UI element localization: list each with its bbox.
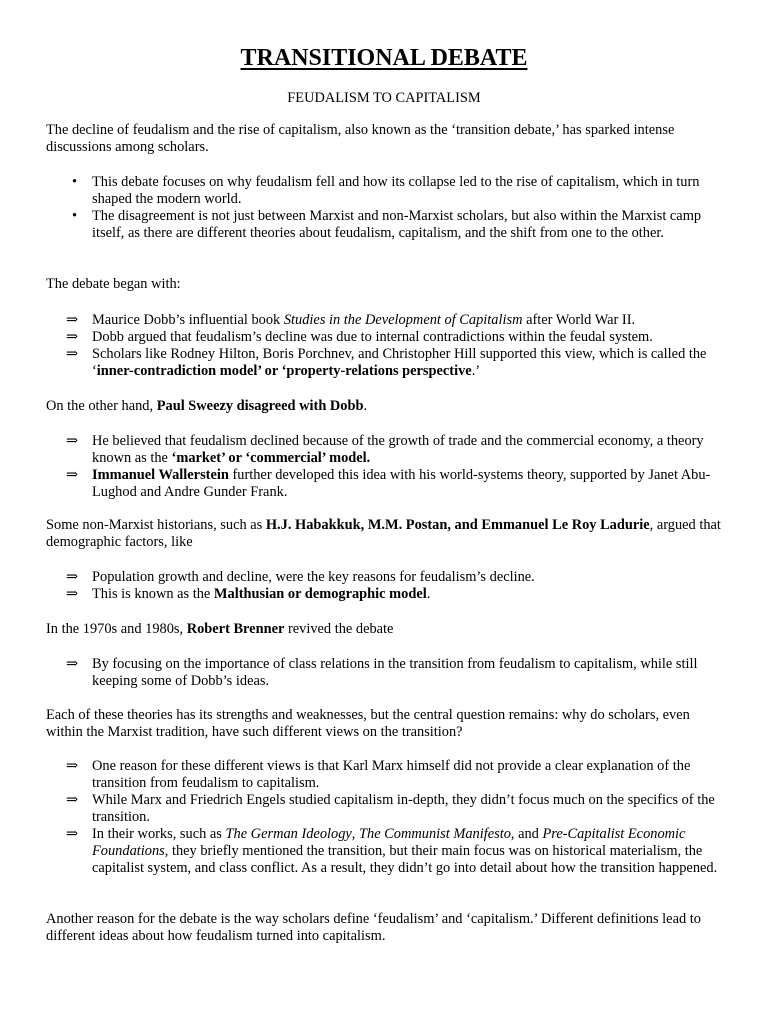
intro-paragraph: The decline of feudalism and the rise of capitalism, also known as the ‘transition debate,’ has sparked intense discussions among scholars. [46,122,675,155]
theories-paragraph: Each of these theories has its strengths and weaknesses, but the central question remains: why do scholars, even within the Marxist tradition, have such different views on the transition? [46,707,690,740]
closing-paragraph: Another reason for the debate is the way scholars define ‘feudalism’ and ‘capitalism.’ Different definitions lead to different ideas about how feudalism turned into capitalism. [46,911,701,944]
bullet-marker: • [72,208,78,224]
bullet-item [72,174,728,208]
demographic-paragraph: Some non-Marxist historians, such as H.J. Habakkuk, M.M. Postan, and Emmanuel Le Roy Ladurie, argued that demographic factors, like [46,517,721,550]
arrow-item: ⇒ In their works, such as The German Ideology, The Communist Manifesto, and Pre-Capitalist Economic Foundations, they briefly mentioned the transition, but their main focus was on historical materialism, the capitalist system, and class conflict. As a result, they didn’t go into detail about how the transition happened. [66,826,718,876]
bullet-text: This debate focuses on why feudalism fell and how its collapse led to the rise of capitalism, which in turn shaped the modern world. [92,174,700,207]
arrow-marker: ⇒ [66,329,79,345]
arrow-marker: ⇒ [66,586,79,602]
arrow-item: ⇒ This is known as the Malthusian or demographic model. [66,586,431,602]
arrow-marker: ⇒ [66,656,79,672]
sweezy-paragraph: On the other hand, Paul Sweezy disagreed with Dobb. [46,398,368,414]
document-subtitle: FEUDALISM TO CAPITALISM [287,90,481,106]
debate-began-paragraph: The debate began with: [46,276,181,292]
arrow-item: ⇒ While Marx and Friedrich Engels studied capitalism in-depth, they didn’t focus much on the specifics of the transition. [66,792,715,825]
brenner-paragraph: In the 1970s and 1980s, Robert Brenner revived the debate [46,621,394,637]
bullet-item [72,208,728,242]
bullet-marker: • [72,174,78,190]
arrow-item: ⇒ One reason for these different views is that Karl Marx himself did not provide a clear explanation of the transition from feudalism to capitalism. [66,758,691,791]
book-title: Studies in the Development of Capitalism [283,312,523,328]
arrow-item: ⇒ He believed that feudalism declined because of the growth of trade and the commercial economy, a theory known as the ‘market’ or ‘commercial’ model. [66,433,704,466]
bullet-text: The disagreement is not just between Marxist and non-Marxist scholars, but also within the Marxist camp itself, as there are different theories about feudalism, capitalism, and the shift from one to the other. [92,208,702,241]
arrow-item: ⇒ Dobb argued that feudalism’s decline was due to internal contradictions within the feudal system. [66,329,653,345]
document-title: TRANSITIONAL DEBATE [240,45,528,71]
arrow-item: ⇒ By focusing on the importance of class relations in the transition from feudalism to capitalism, while still keeping some of Dobb’s ideas. [66,656,698,689]
arrow-marker: ⇒ [66,792,79,808]
arrow-marker: ⇒ [66,758,79,774]
arrow-marker: ⇒ [66,433,79,449]
arrow-marker: ⇒ [66,826,79,842]
arrow-marker: ⇒ [66,467,79,483]
arrow-marker: ⇒ [66,346,79,362]
arrow-item: ⇒ Scholars like Rodney Hilton, Boris Porchnev, and Christopher Hill supported this view, which is called the ‘inner-contradiction model’ or ‘property-relations perspective.’ [66,346,707,379]
arrow-marker: ⇒ [66,569,79,585]
arrow-item: ⇒ Immanuel Wallerstein further developed this idea with his world-systems theory, supported by Janet Abu-Lughod and Andre Gunder Frank. [66,467,711,500]
arrow-marker: ⇒ [66,312,79,328]
arrow-item: ⇒ Maurice Dobb’s influential book Studies in the Development of Capitalism after World War II. [66,312,636,328]
arrow-item: ⇒ Population growth and decline, were the key reasons for feudalism’s decline. [66,569,535,585]
